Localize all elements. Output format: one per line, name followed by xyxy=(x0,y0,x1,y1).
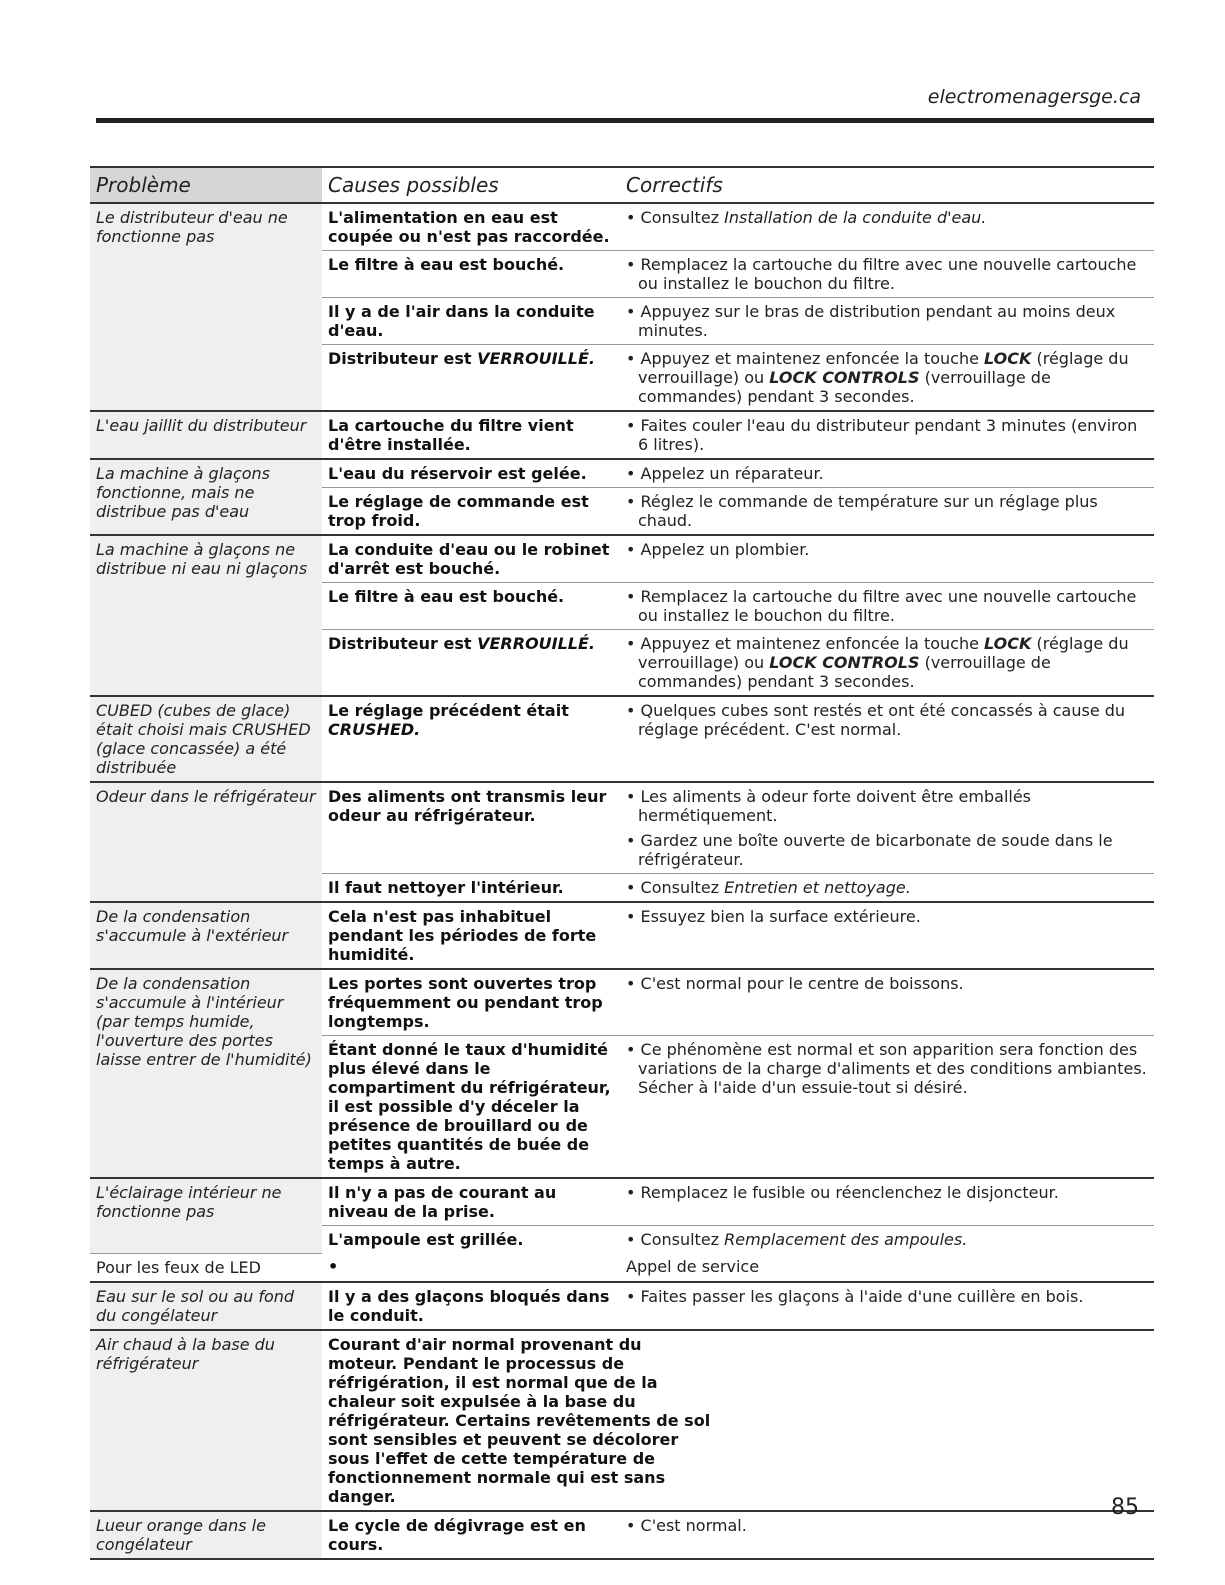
fix-text: Consultez xyxy=(640,1230,725,1249)
cause-cell xyxy=(322,696,620,782)
table-row xyxy=(90,1330,1154,1511)
cause-cell: Il y a des glaçons bloqués dans le conduit. xyxy=(322,1282,620,1330)
fix-reference: Remplacement des ampoules. xyxy=(724,1230,968,1249)
table-row xyxy=(90,411,1154,459)
cause-cell: Il n'y a pas de courant au niveau de la prise. xyxy=(322,1178,620,1226)
cause-text: Le réglage précédent était xyxy=(328,701,569,720)
fix-text: • Quelques cubes sont restés et ont été concassés à cause du réglage précédent. C'est normal. xyxy=(626,701,1148,739)
fix-text: • Appelez un réparateur. xyxy=(626,464,1148,483)
fix-text: • Ce phénomène est normal et son apparition sera fonction des variations de la charge d'aliments et des conditions ambiantes. Sécher à l'aide d'un essuie-tout si désiré. xyxy=(626,1040,1148,1097)
cause-cell: Le cycle de dégivrage est en cours. xyxy=(322,1511,620,1559)
table-row xyxy=(90,459,1154,488)
cause-emphasis: CRUSHED. xyxy=(328,720,421,739)
problem-cell: Air chaud à la base du réfrigérateur xyxy=(90,1330,322,1511)
fix-cell xyxy=(620,583,1154,630)
cause-cell xyxy=(322,345,620,412)
cause-cell: Courant d'air normal provenant du moteur. Pendant le processus de réfrigération, il est normal que de la chaleur soit expulsée à la base du réfrigérateur. Certains revêtements de sol sont sensibles et peuvent se décolorer sous l'effet de cette température de fonctionnement normale qui est sans danger. xyxy=(322,1330,1154,1511)
table-row xyxy=(90,1253,1154,1282)
cause-cell: La cartouche du filtre vient d'être installée. xyxy=(322,411,620,459)
fix-cell xyxy=(620,251,1154,298)
cause-text: Distributeur est xyxy=(328,634,478,653)
lock-key-label: LOCK xyxy=(984,634,1032,653)
fix-cell xyxy=(620,1226,1154,1254)
fix-cell xyxy=(620,459,1154,488)
fix-text: • C'est normal pour le centre de boissons. xyxy=(626,974,1148,993)
table-row xyxy=(90,1511,1154,1559)
header-rule xyxy=(96,118,1154,123)
fix-text: Consultez xyxy=(640,878,725,897)
cause-cell: Le filtre à eau est bouché. xyxy=(322,583,620,630)
fix-cell xyxy=(620,298,1154,345)
table-row xyxy=(90,696,1154,782)
fix-text: Appuyez et maintenez enfoncée la touche xyxy=(640,349,985,368)
problem-cell: Odeur dans le réfrigérateur xyxy=(90,782,322,902)
fix-cell xyxy=(620,902,1154,969)
table-row xyxy=(90,1178,1154,1226)
problem-cell: L'éclairage intérieur ne fonctionne pas xyxy=(90,1178,322,1253)
page-number: 85 xyxy=(1111,1495,1139,1520)
cause-cell: Cela n'est pas inhabituel pendant les périodes de forte humidité. xyxy=(322,902,620,969)
fix-text: • Remplacez le fusible ou réenclenchez le disjoncteur. xyxy=(626,1183,1148,1202)
fix-text: • Remplacez la cartouche du filtre avec une nouvelle cartouche ou installez le bouchon du filtre. xyxy=(626,587,1148,625)
problem-cell: Eau sur le sol ou au fond du congélateur xyxy=(90,1282,322,1330)
table-row xyxy=(90,203,1154,251)
table-header-row xyxy=(90,167,1154,203)
problem-cell: Lueur orange dans le congélateur xyxy=(90,1511,322,1559)
cause-cell: Étant donné le taux d'humidité plus élevé dans le compartiment du réfrigérateur, il est possible d'y déceler la présence de brouillard ou de petites quantités de buée de temps à autre. xyxy=(322,1036,620,1179)
fix-text: • Réglez le commande de température sur un réglage plus chaud. xyxy=(626,492,1148,530)
cause-cell: L'eau du réservoir est gelée. xyxy=(322,459,620,488)
site-url: electromenagersge.ca xyxy=(927,86,1141,108)
problem-cell: L'eau jaillit du distributeur xyxy=(90,411,322,459)
fix-cell xyxy=(620,630,1154,697)
fix-text: (réglage du verrouillage) ou xyxy=(638,634,1129,672)
table-row xyxy=(90,1282,1154,1330)
problem-cell: Le distributeur d'eau ne fonctionne pas xyxy=(90,203,322,411)
fix-text: (réglage du verrouillage) ou xyxy=(638,349,1129,387)
cause-cell: L'ampoule est grillée. xyxy=(322,1226,620,1254)
cause-cell xyxy=(322,630,620,697)
header-fixes: Correctifs xyxy=(620,167,1154,203)
lock-controls-key-label: LOCK CONTROLS xyxy=(769,368,920,387)
fix-cell xyxy=(620,874,1154,903)
led-sub-label: Pour les feux de LED xyxy=(90,1253,322,1282)
fix-text: Appuyez et maintenez enfoncée la touche xyxy=(640,634,985,653)
fix-cell xyxy=(620,1253,1154,1282)
fix-cell xyxy=(620,1282,1154,1330)
fix-text: Consultez xyxy=(640,208,725,227)
fix-text: • C'est normal. xyxy=(626,1516,1148,1535)
fix-cell xyxy=(620,1178,1154,1226)
problem-cell: La machine à glaçons ne distribue ni eau ni glaçons xyxy=(90,535,322,696)
fix-text: • Faites passer les glaçons à l'aide d'une cuillère en bois. xyxy=(626,1287,1148,1306)
table-row xyxy=(90,902,1154,969)
fix-text: (verrouillage de commandes) pendant 3 secondes. xyxy=(638,368,1051,406)
fix-text: • Gardez une boîte ouverte de bicarbonate de soude dans le réfrigérateur. xyxy=(626,831,1148,869)
header-causes: Causes possibles xyxy=(322,167,620,203)
troubleshooting-table xyxy=(90,166,1154,1560)
fix-reference: Installation de la conduite d'eau. xyxy=(724,208,987,227)
fix-text: (verrouillage de commandes) pendant 3 secondes. xyxy=(638,653,1051,691)
cause-cell: Des aliments ont transmis leur odeur au réfrigérateur. xyxy=(322,782,620,874)
lock-controls-key-label: LOCK CONTROLS xyxy=(769,653,920,672)
cause-cell: L'alimentation en eau est coupée ou n'est pas raccordée. xyxy=(322,203,620,251)
fix-text: • Appelez un plombier. xyxy=(626,540,1148,559)
lock-key-label: LOCK xyxy=(984,349,1032,368)
cause-cell: • xyxy=(328,1257,339,1276)
header-problem: Problème xyxy=(90,167,322,203)
cause-cell: Il faut nettoyer l'intérieur. xyxy=(322,874,620,903)
problem-cell: La machine à glaçons fonctionne, mais ne distribue pas d'eau xyxy=(90,459,322,535)
fix-cell xyxy=(620,535,1154,583)
fix-cell xyxy=(620,203,1154,251)
fix-text: • Essuyez bien la surface extérieure. xyxy=(626,907,1148,926)
problem-cell: De la condensation s'accumule à l'intérieur (par temps humide, l'ouverture des portes laisse entrer de l'humidité) xyxy=(90,969,322,1178)
fix-text: • Remplacez la cartouche du filtre avec une nouvelle cartouche ou installez le bouchon du filtre. xyxy=(626,255,1148,293)
fix-text: • Les aliments à odeur forte doivent être emballés hermétiquement. xyxy=(626,787,1148,825)
fix-reference: Entretien et nettoyage. xyxy=(724,878,911,897)
fix-cell xyxy=(620,345,1154,412)
cause-emphasis: VERROUILLÉ. xyxy=(477,634,596,653)
fix-cell xyxy=(620,488,1154,536)
cause-emphasis: VERROUILLÉ. xyxy=(477,349,596,368)
fix-cell xyxy=(620,782,1154,874)
problem-cell: De la condensation s'accumule à l'extérieur xyxy=(90,902,322,969)
fix-cell xyxy=(620,1511,1154,1559)
cause-cell: Il y a de l'air dans la conduite d'eau. xyxy=(322,298,620,345)
fix-cell xyxy=(620,696,1154,782)
table-row xyxy=(90,969,1154,1036)
fix-cell xyxy=(620,969,1154,1036)
fix-cell xyxy=(620,411,1154,459)
fix-text: • Faites couler l'eau du distributeur pendant 3 minutes (environ 6 litres). xyxy=(626,416,1148,454)
problem-cell: CUBED (cubes de glace) était choisi mais CRUSHED (glace concassée) a été distribuée xyxy=(90,696,322,782)
cause-cell: Le filtre à eau est bouché. xyxy=(322,251,620,298)
fix-cell xyxy=(620,1036,1154,1179)
cause-text: Distributeur est xyxy=(328,349,478,368)
cause-cell: La conduite d'eau ou le robinet d'arrêt est bouché. xyxy=(322,535,620,583)
table-row xyxy=(90,782,1154,874)
table-row xyxy=(90,535,1154,583)
fix-text: • Appuyez sur le bras de distribution pendant au moins deux minutes. xyxy=(626,302,1148,340)
cause-cell: Le réglage de commande est trop froid. xyxy=(322,488,620,536)
cause-cell: Les portes sont ouvertes trop fréquemment ou pendant trop longtemps. xyxy=(322,969,620,1036)
fix-text: Appel de service xyxy=(626,1257,760,1276)
